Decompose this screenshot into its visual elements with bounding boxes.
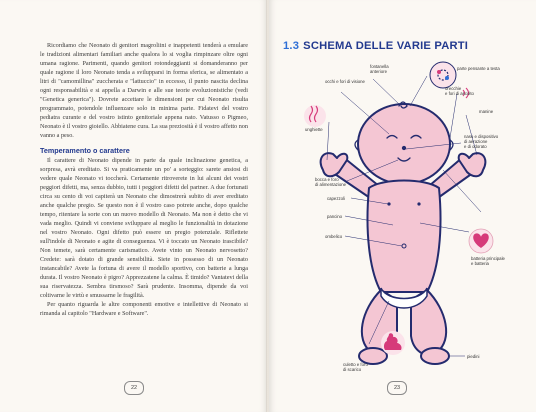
- paragraph-1: Ricordiamo che Neonato di genitori magroliini e inappetenti tenderà a emulare le tradizioni alimentari familiari anche qualora lo si voglia rimpinzare oltre ogni umana ragione. Parimenti, quando genitori rotondeggianti si domanderanno per quale ragione il loro Neonato tenda a svilupparsi in forma sferica, se alimentato a litri di "camomillina" zuccherata e "lattuccio" in eccesso, il punto nascita declina ogni responsabilità e si appella a Darwin e alle sue teorie evoluzionistiche (vedi "Genetica generica"). Dovrete accettare le dimensioni per cui Neonato risulta programmato, potendole influenzare solo in minima parte. Fidatevi del vostro pediatra curante e del vostro istinto genitoriale appena nato. Vatusso o Pigmeo, Neonato è il vostro gioiello. Abbiatene cura. La sua preziosità è il vostro affetto non vanno a peso.: [40, 42, 248, 140]
- torso: [368, 181, 441, 293]
- section-heading: Temperamento o carattere: [40, 145, 130, 155]
- label-naso-3: e di odorato: [464, 144, 487, 149]
- chapter-number: 1.3: [283, 40, 300, 52]
- baby-diagram: [269, 0, 536, 412]
- page-number-left: 22: [124, 381, 144, 395]
- label-batteria-1: batteria principale: [471, 256, 505, 261]
- label-occhi: occhi e fori di visione: [325, 79, 365, 84]
- heart-icon: [469, 229, 493, 253]
- label-culetto-1: culetto e foro: [343, 362, 368, 367]
- label-piedini: piedini: [467, 354, 480, 359]
- label-bocca-1: bocca e foro: [315, 177, 339, 182]
- label-unghiette: unghiette: [305, 127, 323, 132]
- label-fontanella-1: fontanella: [370, 64, 389, 69]
- label-ombelico: ombelico: [325, 234, 343, 239]
- label-bocca-2: di alimentazione: [315, 182, 347, 187]
- label-orecchie-2: e fori di ascolto: [445, 91, 474, 96]
- brain-gear-icon: [430, 62, 456, 88]
- head: [358, 104, 450, 184]
- label-naso-2: di aerazione: [464, 139, 488, 144]
- nose-icon: [403, 147, 406, 150]
- right-page: [269, 0, 536, 412]
- paragraph-3: Per quanto riguarda le altre componenti emotive e intellettive di Neonato si rimanda al capitolo "Hardware e Software".: [40, 301, 248, 318]
- label-manine: manine: [479, 109, 494, 114]
- label-parte-pensante: parte pensante a testa: [457, 66, 500, 71]
- poop-icon: [381, 331, 405, 355]
- smell-wave-icon: [304, 105, 326, 127]
- paragraph-2: Il carattere di Neonato dipende in parte da quale inclinazione genetica, a sorpresa, avrà ereditato. Si va praticamente un po' a sorteggio: sarete ansiosi di vedere quale Neonato vi toccherà. Certamente ritroverete in lui alcuni dei vostri peggiori difetti, ma, senza dubbio, tutti i peggiori difetti del partner. A due fortunati circa su cento di voi capiterà un Neonato che dimostrerà subito di aver ereditato anche qualche pregio. Se questo non è il vostro caso potrete anche, dopo qualche tempo, ritentare la sorte con un nuovo modello di Neonato. Ma non è detto che vi vada meglio. Quindi vi conviene sviluppare al meglio le funzionalità in dotazione nel vostro Neonato. Ogni difetto può essere un pregio potenziale. Riflettete sull'indole di Neonato e agite di conseguenza. Vi è toccato un Neonato irascibile? Non temete, sarà certamente carismatico. Avete vinto un Neonato nervosetto? Credete: sarà dotato di grande sensibilità. Siete in possesso di un Neonato instancabile? Avete la fortuna di avere il modello sportivo, con batterie a lunga durata. Il vostro Neonato è pigro? Apprezzatene la calma. È timido? Vantatevi della sua riservatezza. Sembra tirsmoso? Sarà prudente. Insomma, dipende da voi coltivarne le virtù e smussarne le fragilità.: [40, 156, 248, 300]
- label-capezzoli: capezzoli: [327, 196, 345, 201]
- left-page-text: [40, 41, 248, 318]
- right-nipple: [417, 202, 420, 205]
- right-foot: [421, 348, 449, 364]
- chapter-title-text: SCHEMA DELLE VARIE PARTI: [303, 40, 469, 52]
- label-culetto-2: di scarico: [343, 367, 362, 372]
- label-batteria-2: e batteria: [471, 261, 489, 266]
- label-fontanella-2: anteriore: [370, 69, 387, 74]
- label-pancino: pancino: [327, 214, 343, 219]
- label-naso-1: naso e dispositivo: [464, 134, 499, 139]
- label-orecchie-1: orecchie: [445, 86, 462, 91]
- left-page: [0, 0, 267, 412]
- page-number-right: 23: [387, 381, 407, 395]
